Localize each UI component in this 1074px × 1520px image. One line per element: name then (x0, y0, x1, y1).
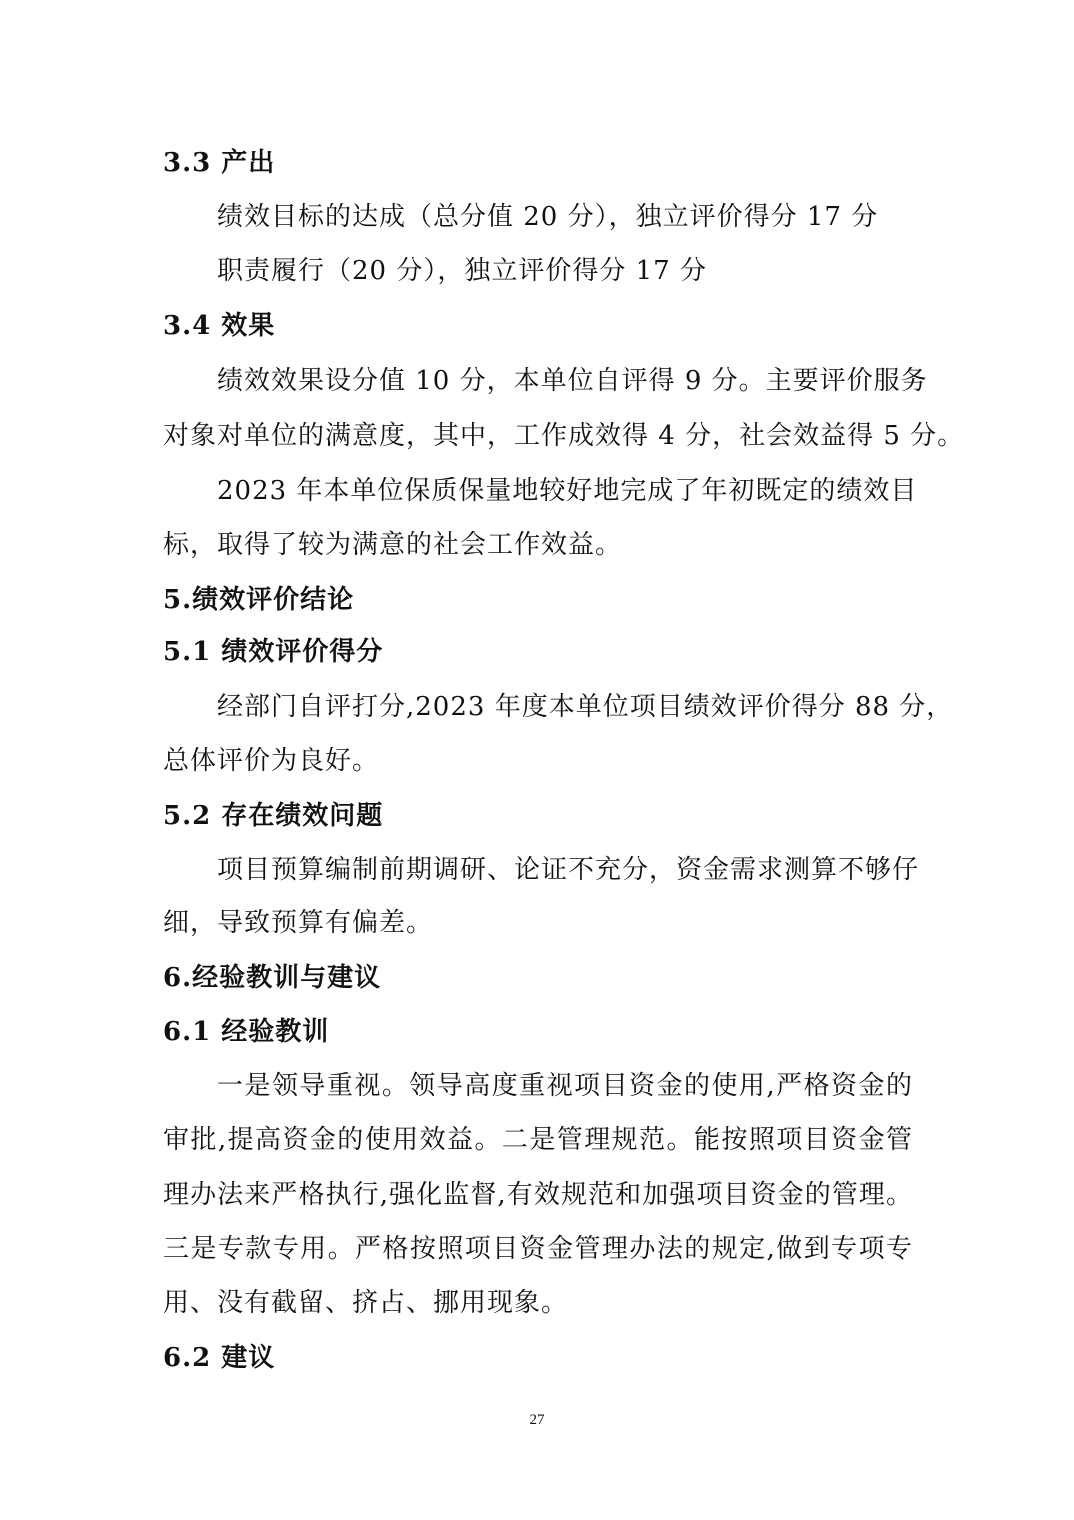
section-heading-5-2: 5.2 存在绩效问题 (163, 801, 384, 831)
section-heading-3-3: 3.3 产出 (163, 148, 276, 178)
paragraph-line: 项目预算编制前期调研、论证不充分，资金需求测算不够仔 (217, 855, 920, 885)
paragraph-line: 一是领导重视。领导高度重视项目资金的使用,严格资金的 (217, 1071, 913, 1101)
paragraph-line: 标，取得了较为满意的社会工作效益。 (163, 530, 623, 560)
section-heading-6: 6.经验教训与建议 (163, 963, 382, 993)
paragraph-line: 绩效目标的达成（总分值 20 分），独立评价得分 17 分 (217, 202, 879, 232)
section-heading-3-4: 3.4 效果 (163, 311, 276, 341)
paragraph-line: 三是专款专用。严格按照项目资金管理办法的规定,做到专项专 (163, 1234, 913, 1264)
paragraph-line: 审批,提高资金的使用效益。二是管理规范。能按照项目资金管 (163, 1125, 913, 1155)
paragraph-line: 2023 年本单位保质保量地较好地完成了年初既定的绩效目 (217, 476, 918, 506)
paragraph-line: 理办法来严格执行,强化监督,有效规范和加强项目资金的管理。 (163, 1180, 913, 1210)
paragraph-line: 职责履行（20 分），独立评价得分 17 分 (217, 256, 707, 286)
paragraph-line: 绩效效果设分值 10 分，本单位自评得 9 分。主要评价服务 (217, 366, 928, 396)
paragraph-line: 细，导致预算有偏差。 (163, 908, 434, 938)
section-heading-5: 5.绩效评价结论 (163, 585, 355, 615)
paragraph-line: 用、没有截留、挤占、挪用现象。 (163, 1288, 569, 1318)
section-heading-5-1: 5.1 绩效评价得分 (163, 637, 384, 667)
section-heading-6-1: 6.1 经验教训 (163, 1017, 330, 1047)
page-number: 27 (529, 1412, 545, 1428)
paragraph-line: 对象对单位的满意度，其中，工作成效得 4 分，社会效益得 5 分。 (163, 421, 965, 451)
paragraph-line: 总体评价为良好。 (163, 746, 380, 776)
section-heading-6-2: 6.2 建议 (163, 1343, 276, 1373)
paragraph-line: 经部门自评打分,2023 年度本单位项目绩效评价得分 88 分， (217, 692, 954, 722)
